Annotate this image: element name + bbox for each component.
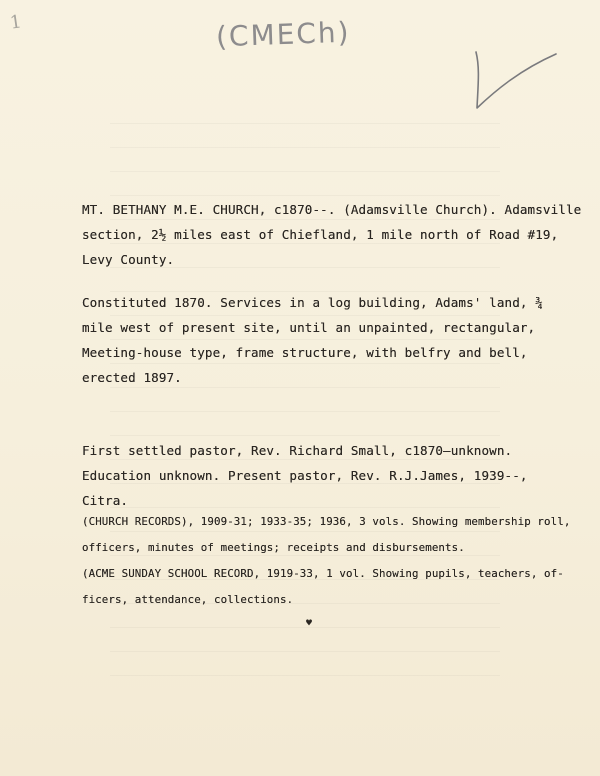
paragraph-line: (CHURCH RECORDS), 1909-31; 1933-35; 1936, 3 vols. Showing membership roll, xyxy=(82,515,571,528)
paragraph-line: Constituted 1870. Services in a log building, Adams' land, ¾ xyxy=(82,295,543,310)
paragraph-line: section, 2½ miles east of Chiefland, 1 mile north of Road #19, xyxy=(82,227,559,242)
paragraph-line: mile west of present site, until an unpainted, rectangular, xyxy=(82,320,536,335)
paragraph-church-name xyxy=(82,197,582,272)
paragraph-line: Citra. xyxy=(82,493,129,508)
paragraph-line: officers, minutes of meetings; receipts and disbursements. xyxy=(82,541,465,554)
heart-bullet-icon: ♥ xyxy=(306,618,313,629)
paragraph-church-records xyxy=(82,509,582,561)
paragraph-line: Levy County. xyxy=(82,252,175,267)
paragraph-line: First settled pastor, Rev. Richard Small, c1870—unknown. xyxy=(82,443,513,458)
paragraph-pastors xyxy=(82,438,582,513)
paragraph-line: Meeting-house type, frame structure, with belfry and bell, xyxy=(82,345,528,360)
corner-pencil-mark: 1 xyxy=(8,11,23,34)
paragraph-line: (ACME SUNDAY SCHOOL RECORD, 1919-33, 1 vol. Showing pupils, teachers, of- xyxy=(82,567,564,580)
check-mark-icon xyxy=(468,46,560,116)
paragraph-line: MT. BETHANY M.E. CHURCH, c1870--. (Adamsville Church). Adamsville xyxy=(82,202,582,217)
handwritten-code: (CMECh) xyxy=(215,15,352,54)
paragraph-line: Education unknown. Present pastor, Rev. R.J.James, 1939--, xyxy=(82,468,528,483)
paragraph-history xyxy=(82,290,582,390)
paragraph-sunday-school-record xyxy=(82,561,582,613)
paragraph-line: erected 1897. xyxy=(82,370,182,385)
paragraph-line: ficers, attendance, collections. xyxy=(82,593,294,606)
